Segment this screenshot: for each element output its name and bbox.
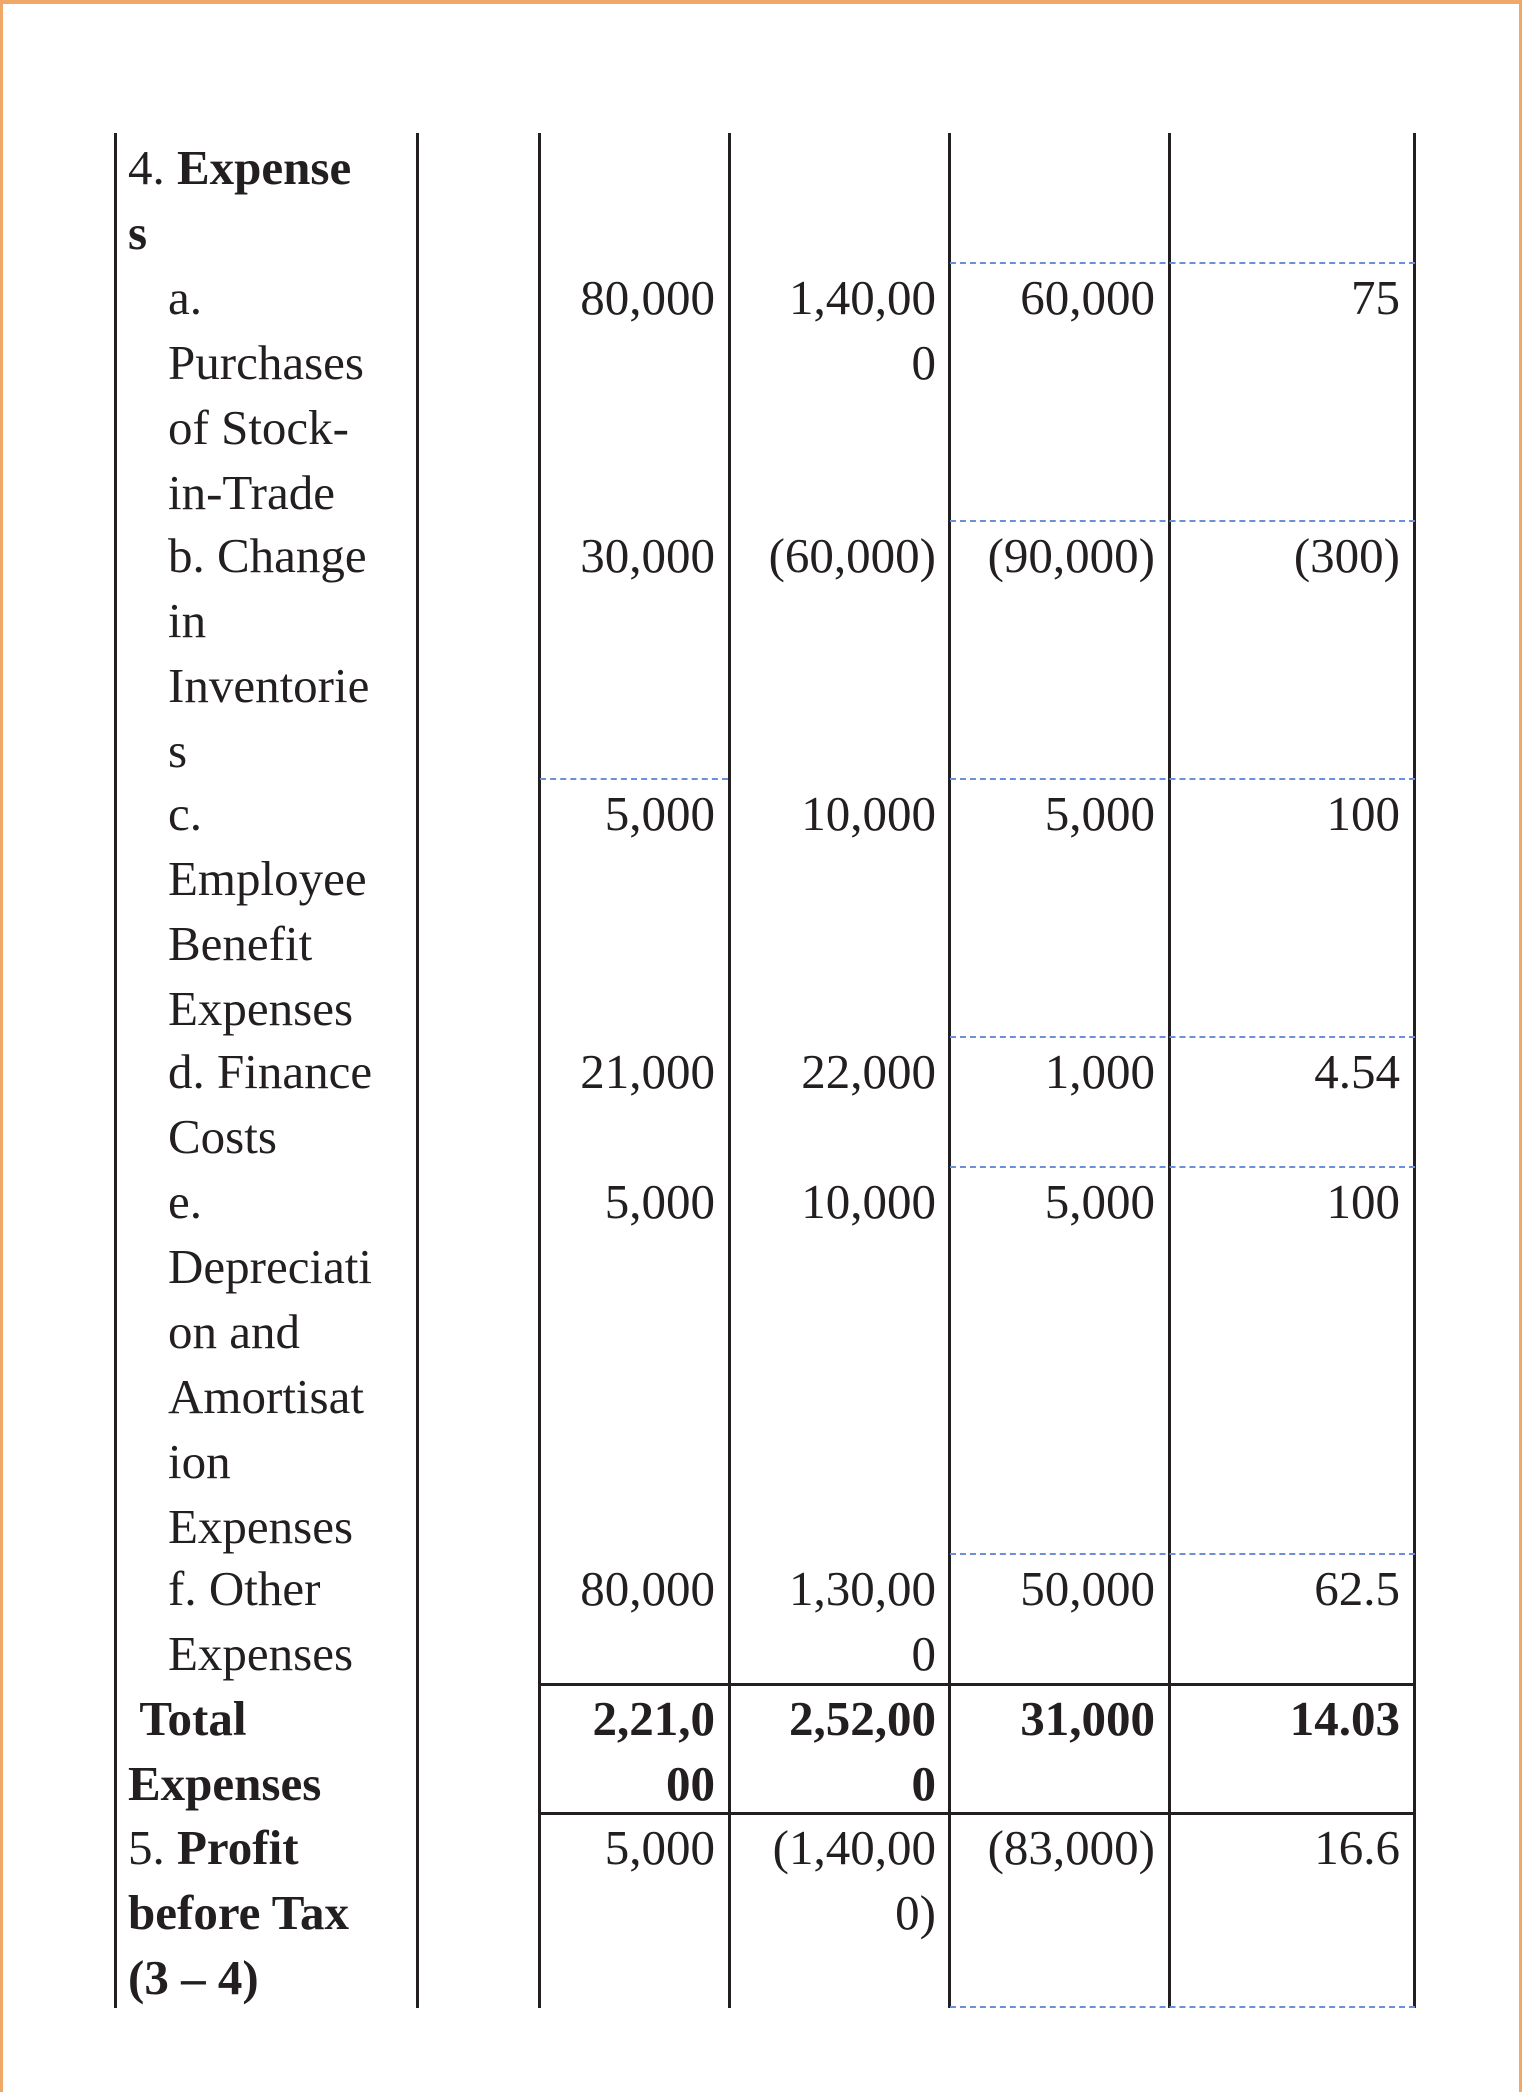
purchases-value-4: 75 <box>1351 270 1400 325</box>
column-rule-right <box>1413 133 1416 2008</box>
finance-value-1: 21,000 <box>580 1044 715 1099</box>
expenses-heading <box>128 135 351 265</box>
row-separator <box>540 778 728 780</box>
other-value-2: 1,30,00 0 <box>789 1561 936 1681</box>
other-label: f. Other Expenses <box>168 1561 354 1681</box>
inventories-value-4: (300) <box>1293 528 1400 583</box>
profit-label <box>128 1815 349 2010</box>
employee-value-4: 100 <box>1326 786 1400 841</box>
purchases-label: a. Purchases of Stock- in-Trade <box>168 270 364 520</box>
profit-value-3: (83,000) <box>987 1820 1155 1875</box>
depreciation-value-2: 10,000 <box>801 1174 936 1229</box>
profit-value-4: 16.6 <box>1314 1820 1400 1875</box>
total-value-2: 2,52,00 0 <box>789 1691 936 1811</box>
depreciation-value-4: 100 <box>1326 1174 1400 1229</box>
column-rule-label <box>416 133 419 2008</box>
profit-label-title: Profit before Tax (3 – 4) <box>128 1820 349 2005</box>
depreciation-label: e. Depreciati on and Amortisat ion Expenses <box>168 1174 373 1554</box>
total-value-1: 2,21,0 00 <box>592 1691 715 1811</box>
profit-value-2: (1,40,00 0) <box>772 1820 936 1940</box>
row-separator <box>950 1036 1415 1038</box>
employee-value-2: 10,000 <box>801 786 936 841</box>
row-separator <box>950 1166 1415 1168</box>
column-rule-left <box>114 133 117 2008</box>
inventories-label: b. Change in Inventorie s <box>168 528 370 778</box>
row-separator <box>950 778 1415 780</box>
total-label: Total Expenses <box>128 1691 322 1811</box>
employee-value-3: 5,000 <box>1044 786 1155 841</box>
purchases-value-1: 80,000 <box>580 270 715 325</box>
purchases-value-3: 60,000 <box>1020 270 1155 325</box>
total-value-3: 31,000 <box>1020 1691 1155 1746</box>
row-separator <box>950 262 1415 264</box>
other-value-1: 80,000 <box>580 1561 715 1616</box>
depreciation-value-3: 5,000 <box>1044 1174 1155 1229</box>
inventories-value-1: 30,000 <box>580 528 715 583</box>
expenses-heading-number: 4. <box>128 140 177 195</box>
row-separator <box>950 2006 1415 2008</box>
inventories-value-2: (60,000) <box>768 528 936 583</box>
total-value-4: 14.03 <box>1289 1691 1400 1746</box>
row-separator <box>950 520 1415 522</box>
profit-value-1: 5,000 <box>604 1820 715 1875</box>
finance-value-3: 1,000 <box>1044 1044 1155 1099</box>
profit-label-number: 5. <box>128 1820 177 1875</box>
purchases-value-2: 1,40,00 0 <box>789 270 936 390</box>
depreciation-value-1: 5,000 <box>604 1174 715 1229</box>
expenses-heading-title: Expense s <box>128 140 352 260</box>
employee-value-1: 5,000 <box>604 786 715 841</box>
other-value-3: 50,000 <box>1020 1561 1155 1616</box>
inventories-value-3: (90,000) <box>987 528 1155 583</box>
finance-value-2: 22,000 <box>801 1044 936 1099</box>
finance-value-4: 4.54 <box>1314 1044 1400 1099</box>
row-separator <box>950 1553 1415 1555</box>
other-value-4: 62.5 <box>1314 1561 1400 1616</box>
employee-label: c. Employee Benefit Expenses <box>168 786 367 1036</box>
finance-label: d. Finance Costs <box>168 1044 373 1164</box>
